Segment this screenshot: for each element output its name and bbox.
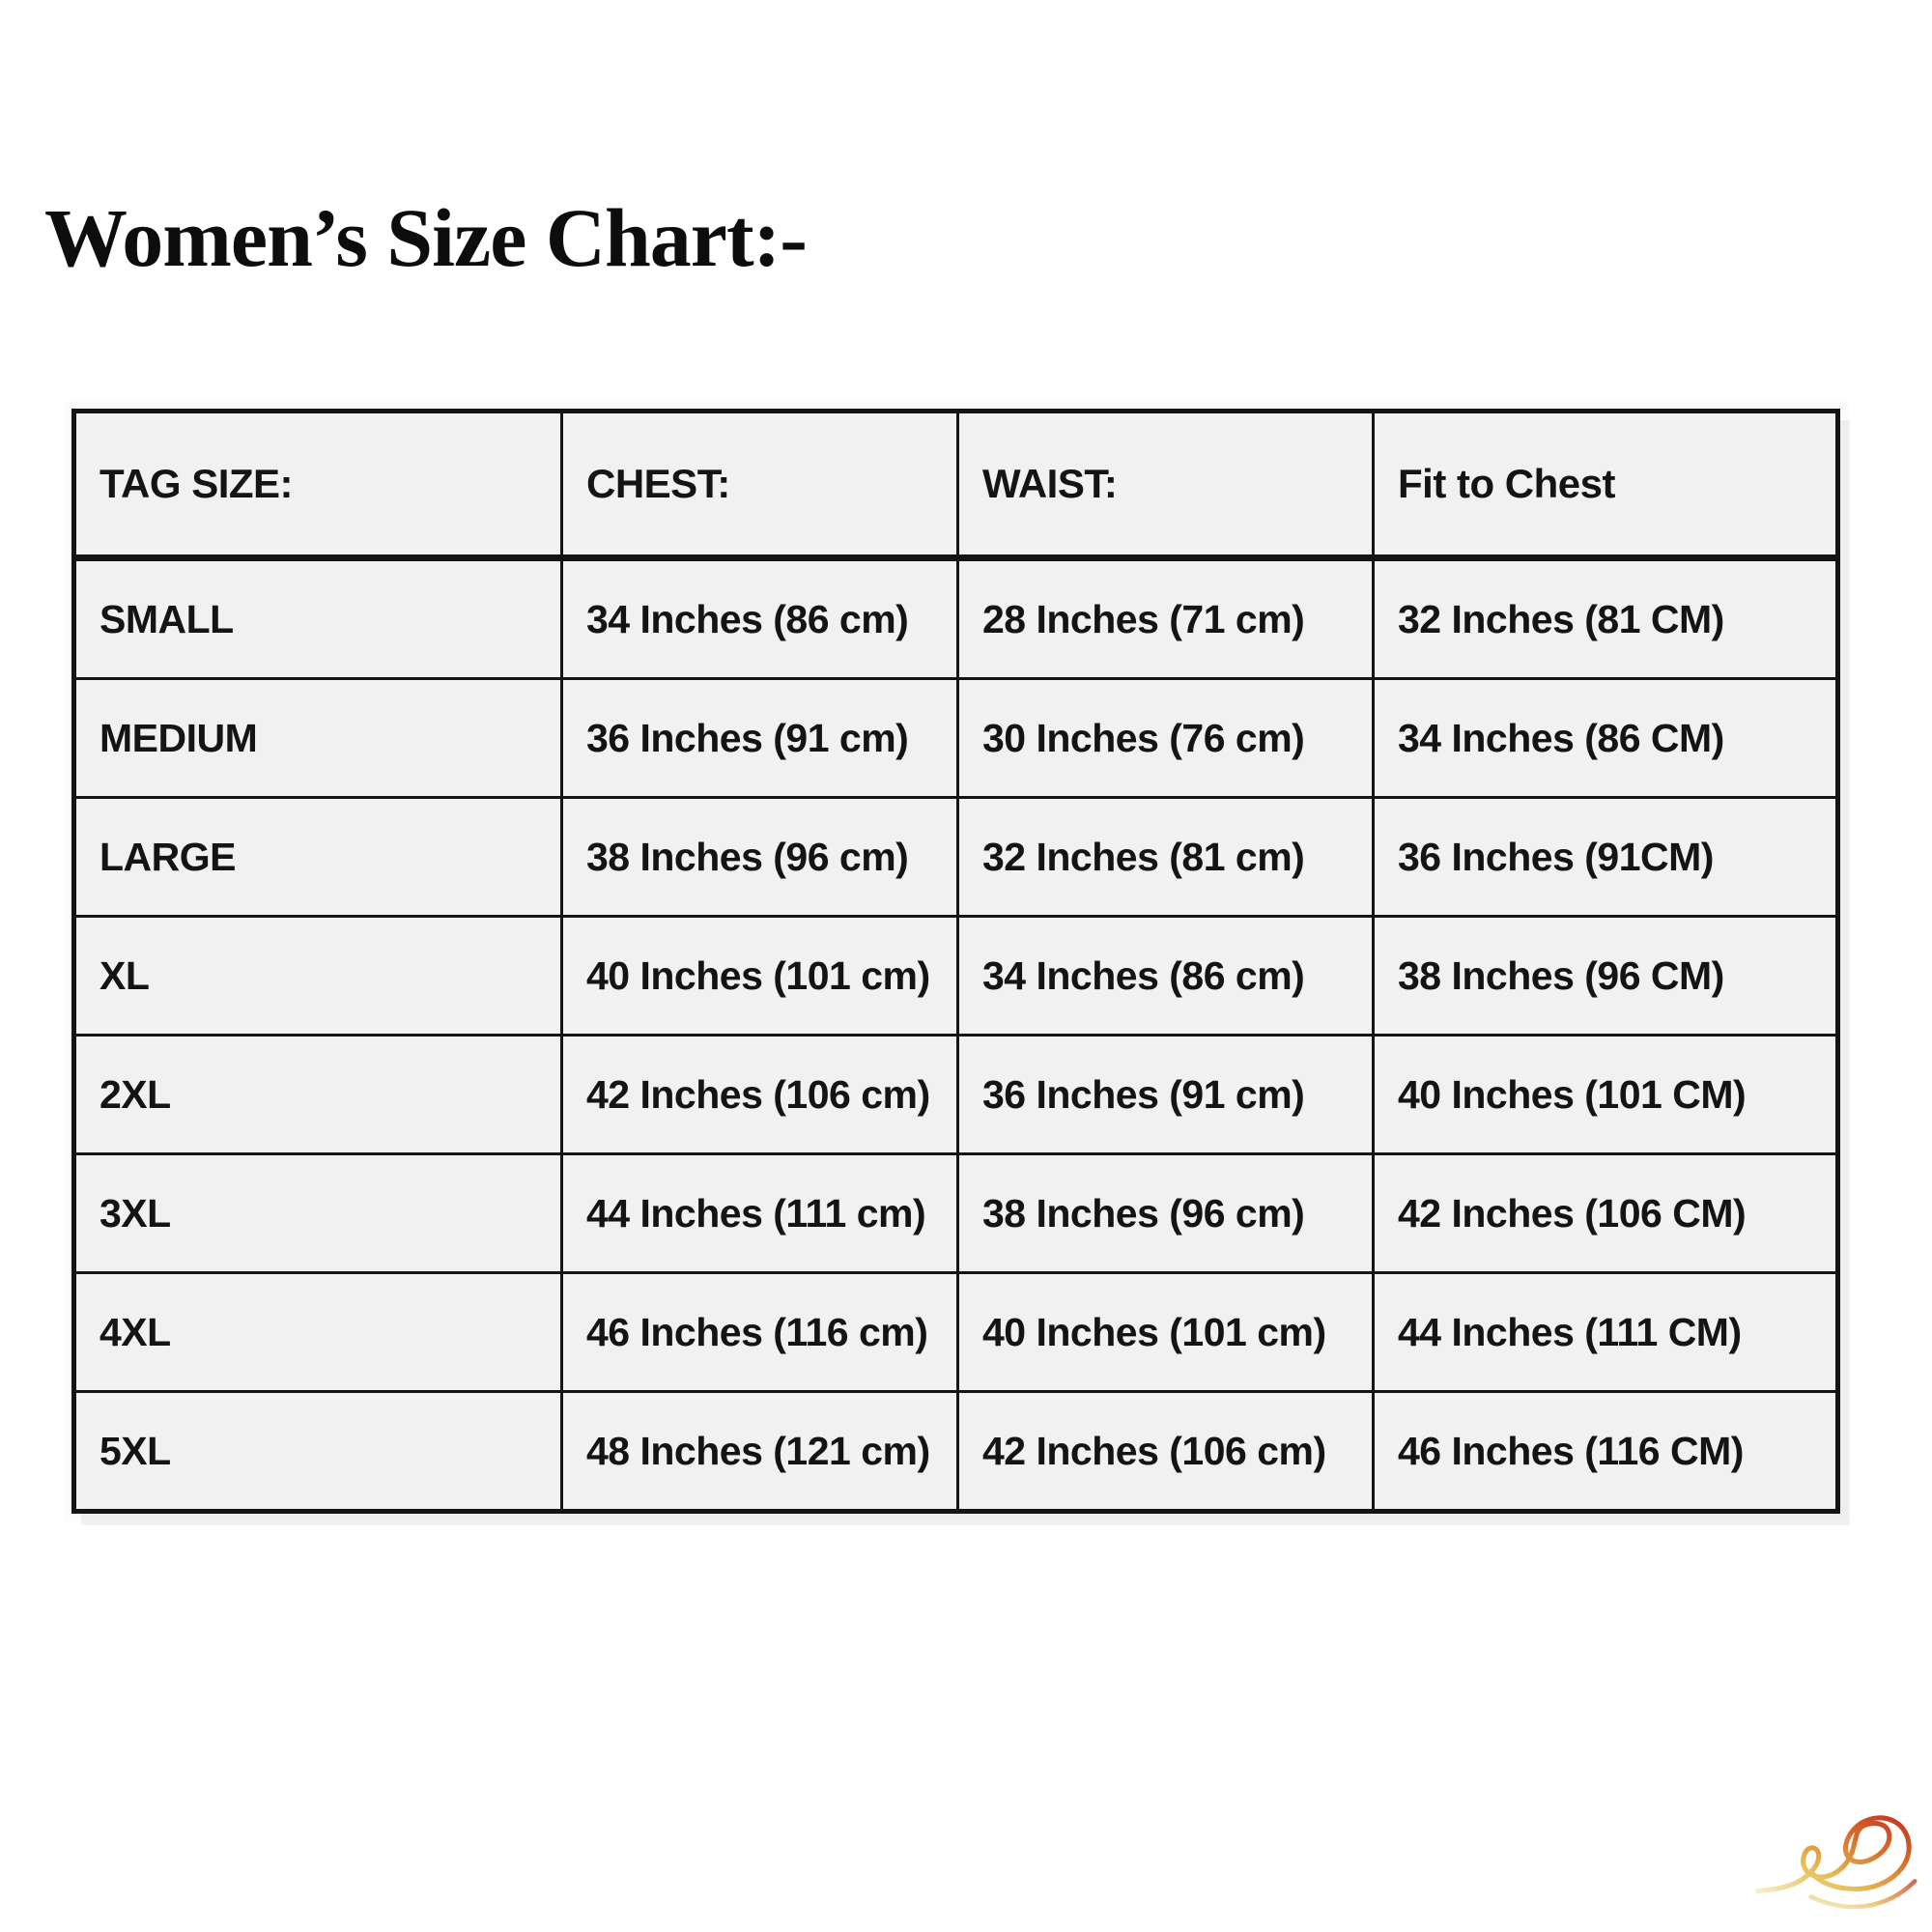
table-row [74, 679, 1838, 798]
measurement-cell: 30 Inches (76 cm) [958, 679, 1374, 798]
table-row [74, 917, 1838, 1036]
size-label-cell: LARGE [74, 798, 562, 917]
header-tag-size: TAG SIZE: [74, 412, 562, 558]
measurement-cell: 36 Inches (91 cm) [958, 1036, 1374, 1154]
measurement-cell: 46 Inches (116 cm) [562, 1273, 958, 1392]
table-row [74, 1154, 1838, 1273]
measurement-cell: 32 Inches (81 cm) [958, 798, 1374, 917]
header-chest: CHEST: [562, 412, 958, 558]
measurement-cell: 36 Inches (91 cm) [562, 679, 958, 798]
size-table-body [74, 558, 1838, 1512]
page-title: Women’s Size Chart:- [44, 190, 807, 284]
table-row [74, 1036, 1838, 1154]
measurement-cell: 38 Inches (96 cm) [562, 798, 958, 917]
measurement-cell: 32 Inches (81 CM) [1374, 558, 1838, 679]
measurement-cell: 46 Inches (116 CM) [1374, 1392, 1838, 1512]
measurement-cell: 42 Inches (106 cm) [562, 1036, 958, 1154]
header-waist: WAIST: [958, 412, 1374, 558]
size-table [71, 409, 1840, 1514]
size-label-cell: 2XL [74, 1036, 562, 1154]
measurement-cell: 36 Inches (91CM) [1374, 798, 1838, 917]
measurement-cell: 48 Inches (121 cm) [562, 1392, 958, 1512]
measurement-cell: 42 Inches (106 cm) [958, 1392, 1374, 1512]
size-label-cell: 5XL [74, 1392, 562, 1512]
measurement-cell: 40 Inches (101 cm) [958, 1273, 1374, 1392]
size-label-cell: MEDIUM [74, 679, 562, 798]
measurement-cell: 34 Inches (86 CM) [1374, 679, 1838, 798]
header-fit-to-chest: Fit to Chest [1374, 412, 1838, 558]
size-label-cell: SMALL [74, 558, 562, 679]
table-row [74, 1392, 1838, 1512]
measurement-cell: 44 Inches (111 CM) [1374, 1273, 1838, 1392]
size-label-cell: 3XL [74, 1154, 562, 1273]
measurement-cell: 38 Inches (96 cm) [958, 1154, 1374, 1273]
size-label-cell: 4XL [74, 1273, 562, 1392]
measurement-cell: 34 Inches (86 cm) [562, 558, 958, 679]
table-row [74, 558, 1838, 679]
table-row [74, 1273, 1838, 1392]
measurement-cell: 44 Inches (111 cm) [562, 1154, 958, 1273]
measurement-cell: 38 Inches (96 CM) [1374, 917, 1838, 1036]
measurement-cell: 42 Inches (106 CM) [1374, 1154, 1838, 1273]
measurement-cell: 28 Inches (71 cm) [958, 558, 1374, 679]
measurement-cell: 34 Inches (86 cm) [958, 917, 1374, 1036]
signature-flourish-icon [1750, 1795, 1924, 1922]
size-table-container [71, 409, 1840, 1514]
size-label-cell: XL [74, 917, 562, 1036]
measurement-cell: 40 Inches (101 cm) [562, 917, 958, 1036]
table-row [74, 798, 1838, 917]
table-header-row [74, 412, 1838, 558]
measurement-cell: 40 Inches (101 CM) [1374, 1036, 1838, 1154]
